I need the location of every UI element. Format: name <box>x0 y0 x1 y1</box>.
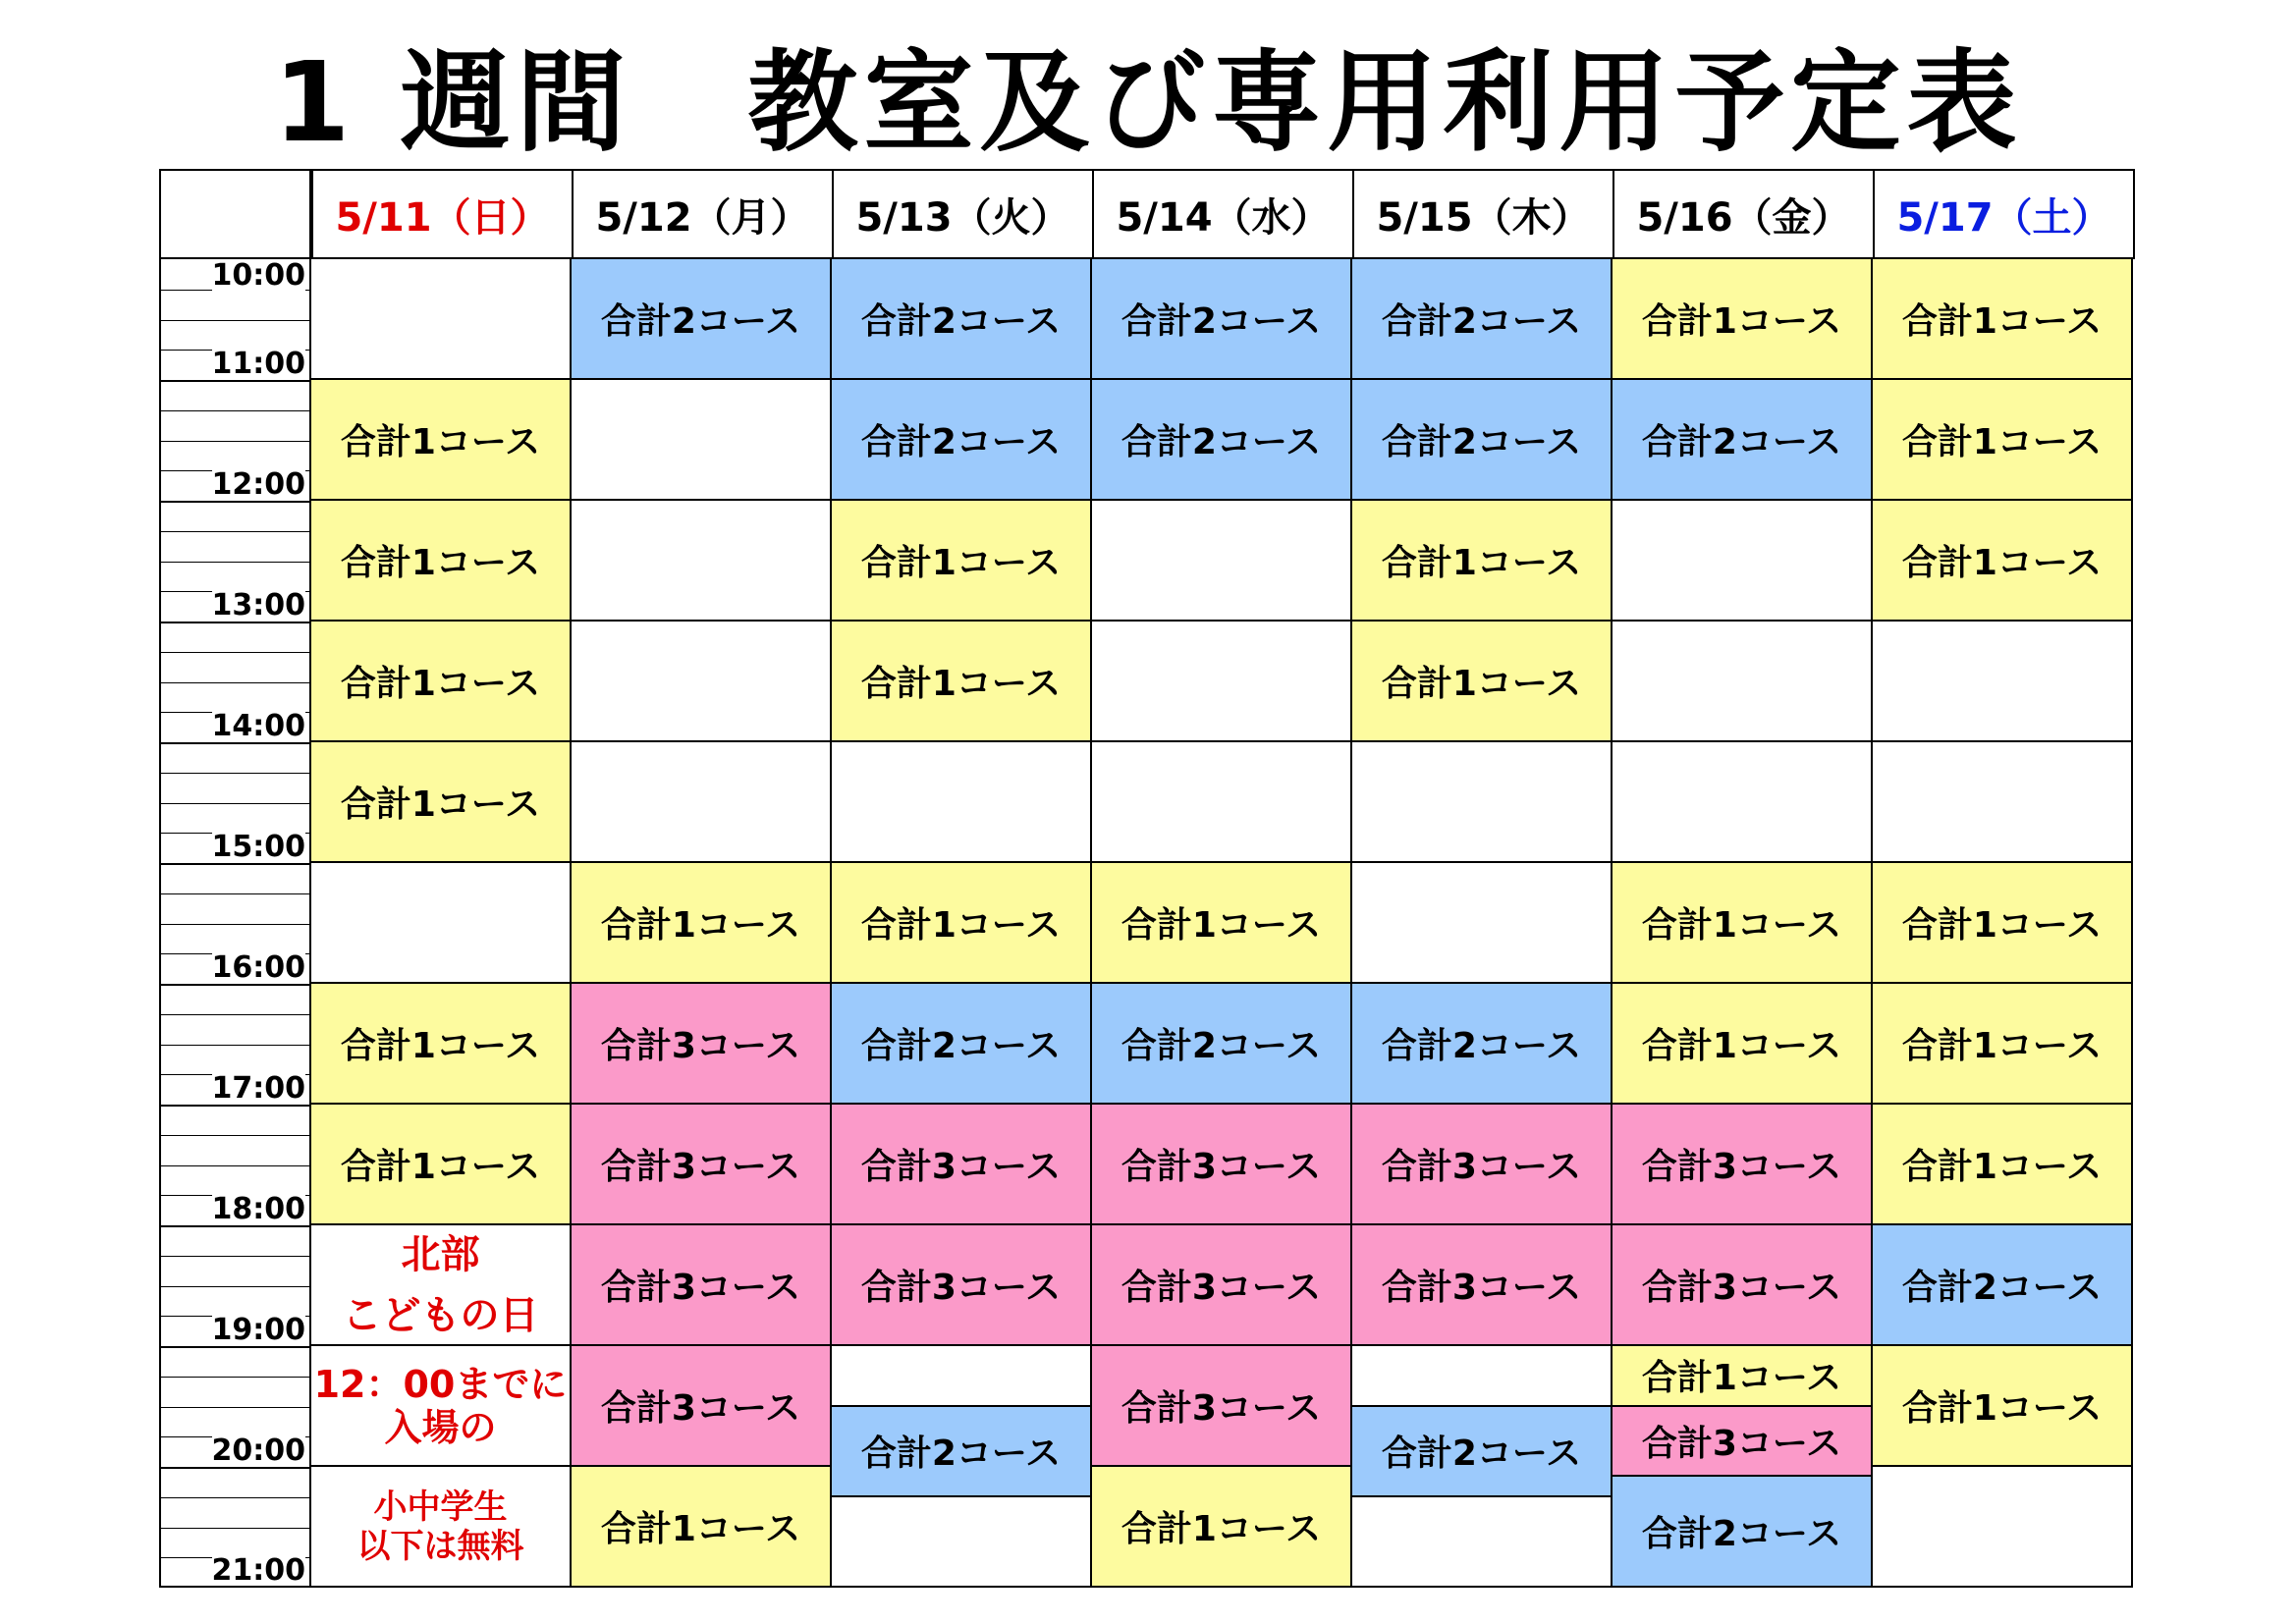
note-text: こどもの日 <box>342 1292 539 1338</box>
empty-cell <box>1611 499 1873 622</box>
empty-cell <box>309 861 572 984</box>
empty-cell <box>1871 620 2133 742</box>
course-cell: 合計2コース <box>1611 1475 1873 1588</box>
course-cell: 合計3コース <box>1090 1223 1352 1346</box>
course-cell: 合計1コース <box>1611 257 1873 380</box>
course-cell: 合計1コース <box>309 740 572 863</box>
note-free-admission <box>309 1465 572 1588</box>
empty-cell <box>1871 1465 2133 1588</box>
empty-cell <box>1090 740 1352 863</box>
note-text: 入場の <box>384 1405 497 1449</box>
course-cell: 合計1コース <box>1871 861 2133 984</box>
quarter-hour-line <box>161 1377 309 1378</box>
day-header: 5/12（月） <box>572 169 834 259</box>
empty-cell <box>1090 499 1352 622</box>
day-header: 5/17（土） <box>1873 169 2135 259</box>
empty-cell <box>1611 620 1873 742</box>
course-cell: 合計1コース <box>1611 982 1873 1105</box>
time-label: 20:00 <box>211 1434 305 1468</box>
time-column <box>159 257 311 1588</box>
course-cell: 合計3コース <box>1350 1223 1613 1346</box>
course-cell: 合計2コース <box>830 378 1092 501</box>
course-cell: 合計1コース <box>309 378 572 501</box>
quarter-hour-line <box>161 682 309 683</box>
day-header: 5/11（日） <box>311 169 574 259</box>
empty-cell <box>1611 740 1873 863</box>
time-label: 18:00 <box>211 1192 305 1226</box>
empty-cell <box>830 1344 1092 1407</box>
empty-cell <box>830 1495 1092 1588</box>
course-cell: 合計1コース <box>1871 1344 2133 1467</box>
empty-cell <box>309 257 572 380</box>
time-label: 13:00 <box>211 588 305 622</box>
quarter-hour-line <box>161 1528 309 1529</box>
time-label: 12:00 <box>211 467 305 502</box>
course-cell: 合計2コース <box>1350 982 1613 1105</box>
page-title: 1 週間 教室及び専用利用予定表 <box>273 39 2023 167</box>
quarter-hour-line <box>161 1497 309 1498</box>
course-cell: 合計2コース <box>1350 257 1613 380</box>
empty-cell <box>830 740 1092 863</box>
course-cell: 合計3コース <box>570 1223 832 1346</box>
course-cell: 合計1コース <box>309 620 572 742</box>
course-cell: 合計1コース <box>570 861 832 984</box>
note-text: 小中学生 <box>373 1487 508 1527</box>
quarter-hour-line <box>161 320 309 321</box>
quarter-hour-line <box>161 1407 309 1408</box>
course-cell: 合計3コース <box>1611 1103 1873 1225</box>
course-cell: 合計1コース <box>1871 1103 2133 1225</box>
course-cell: 合計2コース <box>1090 378 1352 501</box>
course-cell: 合計3コース <box>830 1223 1092 1346</box>
empty-cell <box>1350 861 1613 984</box>
header-corner <box>159 169 311 259</box>
quarter-hour-line <box>161 652 309 653</box>
empty-cell <box>570 378 832 501</box>
course-cell: 合計3コース <box>1611 1223 1873 1346</box>
time-label: 19:00 <box>211 1313 305 1347</box>
course-cell: 合計3コース <box>1611 1405 1873 1478</box>
empty-cell <box>570 620 832 742</box>
course-cell: 合計3コース <box>570 982 832 1105</box>
course-cell: 合計1コース <box>309 982 572 1105</box>
empty-cell <box>1350 1344 1613 1407</box>
empty-cell <box>1090 620 1352 742</box>
note-text: 12：00までに <box>313 1362 568 1406</box>
quarter-hour-line <box>161 924 309 925</box>
quarter-hour-line <box>161 1165 309 1166</box>
course-cell: 合計1コース <box>1611 861 1873 984</box>
time-label: 16:00 <box>211 950 305 985</box>
quarter-hour-line <box>161 1014 309 1015</box>
course-cell: 合計3コース <box>1090 1344 1352 1467</box>
course-cell: 合計1コース <box>570 1465 832 1588</box>
time-label: 15:00 <box>211 830 305 864</box>
course-cell: 合計1コース <box>309 499 572 622</box>
time-label: 10:00 <box>211 258 305 293</box>
course-cell: 合計2コース <box>570 257 832 380</box>
note-text: 北部 <box>401 1231 480 1277</box>
course-cell: 合計1コース <box>1350 499 1613 622</box>
note-kodomo-no-hi <box>309 1223 572 1346</box>
time-label: 21:00 <box>211 1553 305 1588</box>
time-label: 11:00 <box>211 347 305 381</box>
course-cell: 合計3コース <box>830 1103 1092 1225</box>
note-entry-time <box>309 1344 572 1467</box>
day-header: 5/16（金） <box>1613 169 1875 259</box>
quarter-hour-line <box>161 441 309 442</box>
quarter-hour-line <box>161 1045 309 1046</box>
course-cell: 合計3コース <box>570 1344 832 1467</box>
quarter-hour-line <box>161 1256 309 1257</box>
course-cell: 合計2コース <box>1350 1405 1613 1497</box>
quarter-hour-line <box>161 803 309 804</box>
course-cell: 合計2コース <box>830 257 1092 380</box>
course-cell: 合計2コース <box>830 982 1092 1105</box>
course-cell: 合計3コース <box>1350 1103 1613 1225</box>
course-cell: 合計2コース <box>1611 378 1873 501</box>
quarter-hour-line <box>161 531 309 532</box>
quarter-hour-line <box>161 893 309 894</box>
empty-cell <box>570 499 832 622</box>
course-cell: 合計2コース <box>1871 1223 2133 1346</box>
course-cell: 合計1コース <box>1090 1465 1352 1588</box>
day-header: 5/15（木） <box>1352 169 1614 259</box>
course-cell: 合計3コース <box>1090 1103 1352 1225</box>
course-cell: 合計1コース <box>830 620 1092 742</box>
course-cell: 合計2コース <box>1090 982 1352 1105</box>
course-cell: 合計1コース <box>830 861 1092 984</box>
empty-cell <box>1350 740 1613 863</box>
course-cell: 合計1コース <box>1090 861 1352 984</box>
course-cell: 合計2コース <box>1350 378 1613 501</box>
course-cell: 合計2コース <box>1090 257 1352 380</box>
note-text: 以下は無料 <box>356 1526 524 1566</box>
course-cell: 合計3コース <box>570 1103 832 1225</box>
course-cell: 合計1コース <box>830 499 1092 622</box>
course-cell: 合計1コース <box>1611 1344 1873 1407</box>
time-label: 14:00 <box>211 709 305 743</box>
quarter-hour-line <box>161 1135 309 1136</box>
empty-cell <box>1350 1495 1613 1588</box>
quarter-hour-line <box>161 410 309 411</box>
course-cell: 合計2コース <box>830 1405 1092 1497</box>
time-label: 17:00 <box>211 1071 305 1106</box>
empty-cell <box>1871 740 2133 863</box>
course-cell: 合計1コース <box>1871 982 2133 1105</box>
quarter-hour-line <box>161 562 309 563</box>
day-header: 5/14（水） <box>1092 169 1354 259</box>
course-cell: 合計1コース <box>309 1103 572 1225</box>
quarter-hour-line <box>161 773 309 774</box>
empty-cell <box>570 740 832 863</box>
course-cell: 合計1コース <box>1871 378 2133 501</box>
course-cell: 合計1コース <box>1871 499 2133 622</box>
course-cell: 合計1コース <box>1871 257 2133 380</box>
quarter-hour-line <box>161 1286 309 1287</box>
schedule-grid <box>159 169 2145 1588</box>
day-header: 5/13（火） <box>832 169 1094 259</box>
course-cell: 合計1コース <box>1350 620 1613 742</box>
